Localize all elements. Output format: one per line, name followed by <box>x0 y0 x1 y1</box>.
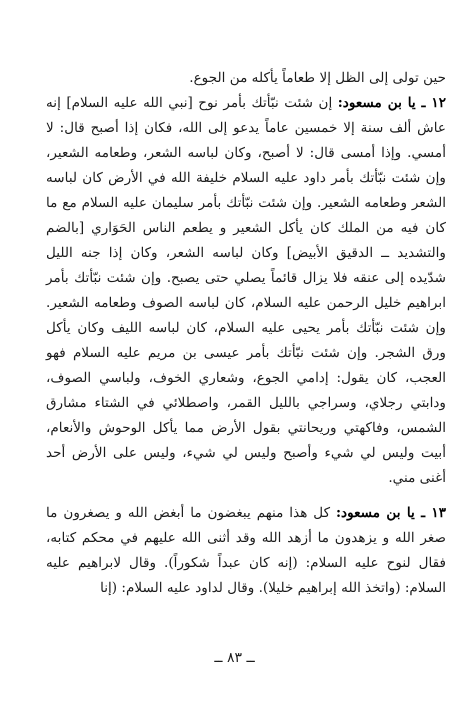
intro-line: حين تولى إلى الظل إلا طعاماً يأكله من الجوع. <box>189 70 446 86</box>
section-13-text: كل هذا منهم يبغضون ما أبغض الله و يصغرون ما صغر الله و يزهدون ما أزهد الله وقد أثنى الله عليهم في محكم كتابه، فقال لنوح عليه السلام: (إنه كان عبداً شكوراً). وقال لابراهيم عليه السلام: (واتخذ الله إبراهيم خليلا). وقال لداود عليه السلام: (إنا <box>46 505 446 596</box>
page-number: ــ ٨٣ ــ <box>214 650 255 666</box>
page-body <box>46 66 446 601</box>
section-12-lead: ١٢ ـ يا بن مسعود: <box>337 95 447 111</box>
section-12-paragraph <box>46 91 446 491</box>
section-12-text: إن شئت نبّأتك بأمر نوح [نبي الله عليه السلام] إنه عاش ألف سنة إلا خمسين عاماً يدعو إلى الله، فكان إذا أصبح قال: لا أمسي. وإذا أمسى قال: لا أصبح، وكان لباسه الشعر، وطعامه الشعير، وإن شئت نبّأتك بأمر داود عليه السلام خليفة الله في الأرض كان لباسه الشعر وطعامه الشعير. وإن شئت نبّأتك بأمر سليمان عليه السلام مع ما كان فيه من الملك كان يأكل الشعير و يطعم الناس الحَوَاري [بالضم والتشديد ــ الدقيق الأبيض] وكان لباسه الشعر، وكان إذا جنه الليل شدّيده إلى عنقه فلا يزال قائماً يصلي حتى يصبح. وإن شئت نبّأتك بأمر ابراهيم خليل الرحمن عليه السلام، كان لباسه الصوف وطعامه الشعير. وإن شئت نبّأتك بأمر يحيى عليه السلام، كان لباسه الليف وكان يأكل ورق الشجر. وإن شئت نبّأتك بأمر عيسى بن مريم عليه السلام فهو العجب، كان يقول: إدامي الجوع، وشعاري الخوف، ولباسي الصوف، ودابتي رجلاي، وسراجي بالليل القمر، واصطلائي في الشتاء مشارق الشمس، وفاكهتي وريحانتي بقول الأرض مما يأكل الوحوش والأنعام، أبيت وليس لي شيء وأصبح وليس لي شيء، وليس على الأرض أحد أغنى مني. <box>46 95 446 486</box>
section-13-paragraph <box>46 501 446 601</box>
section-13-lead: ١٣ ـ يا بن مسعود: <box>336 505 447 521</box>
